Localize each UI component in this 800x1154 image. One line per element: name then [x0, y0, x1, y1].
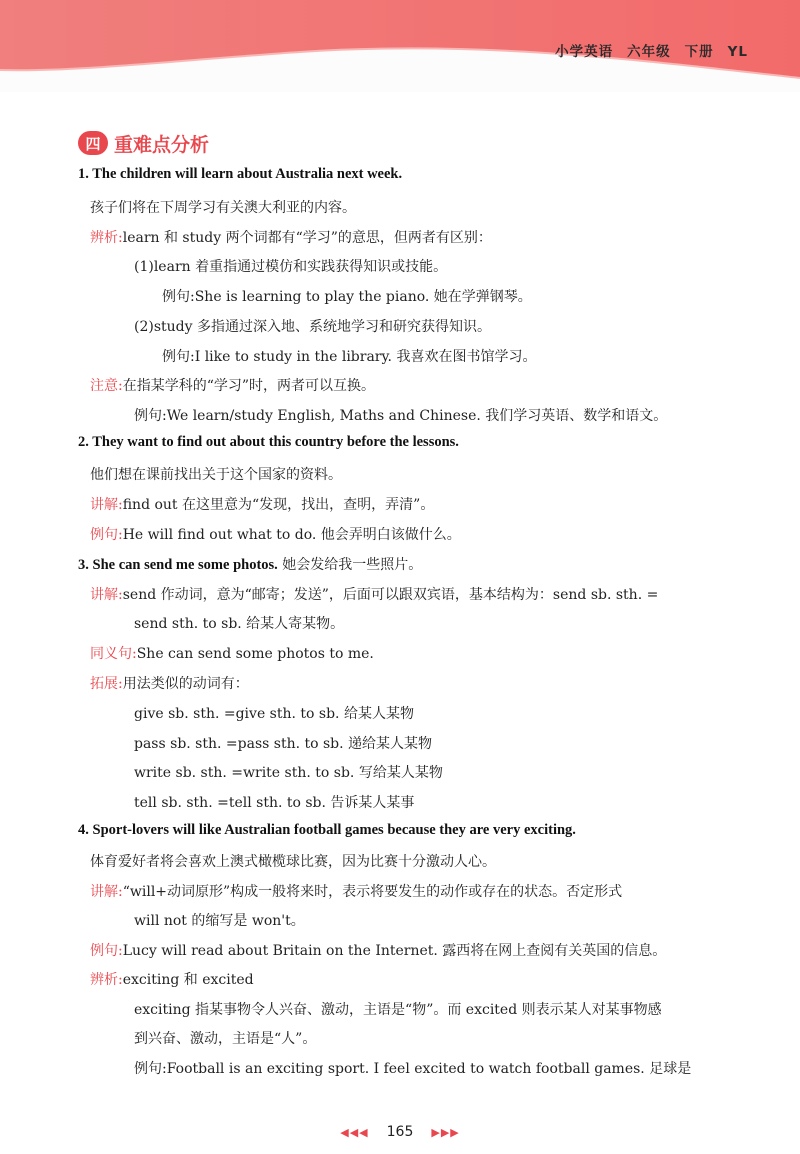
item-2-liju [90, 524, 461, 544]
left-arrows-icon: ◀◀◀ [340, 1125, 369, 1139]
jiangjie-tag: 讲解: [90, 587, 123, 603]
item-3-tuozhan [90, 673, 249, 693]
item-4-example: 例句:Football is an exciting sport. I feel excited to watch football games. 足球是 [134, 1061, 692, 1077]
tongyi-text: She can send some photos to me. [136, 646, 374, 662]
item-4-heading: 4. Sport-lovers will like Australian football games because they are very exciting. [78, 822, 576, 838]
item-1-example-2: 例句:I like to study in the library. 我喜欢在图书馆学习。 [162, 349, 537, 365]
item-4-jiangjie [90, 881, 622, 901]
header-label [541, 40, 748, 60]
header-edition: YL [727, 44, 748, 60]
item-1-example-3: 例句:We learn/study English, Maths and Chinese. 我们学习英语、数学和语文。 [134, 408, 668, 424]
item-3-heading-cn: 她会发给我一些照片。 [282, 557, 423, 573]
item-1-heading: 1. The children will learn about Australia next week. [78, 166, 403, 182]
item-4-jiangjie-cont: will not 的缩写是 won't。 [134, 913, 305, 929]
bianxi-text: exciting 和 excited [122, 972, 254, 988]
item-3-tongyi [90, 643, 374, 663]
item-2-heading: 2. They want to find out about this country before the lessons. [78, 434, 459, 450]
item-1-point-1: (1)learn 着重指通过模仿和实践获得知识或技能。 [134, 259, 448, 275]
note-tag: 注意: [90, 378, 123, 394]
liju-tag: 例句: [90, 943, 123, 959]
header-grade: 六年级 [627, 44, 671, 60]
item-2-translation: 他们想在课前找出关于这个国家的资料。 [90, 467, 342, 483]
right-arrows-icon: ▶▶▶ [431, 1125, 460, 1139]
liju-text: Lucy will read about Britain on the Internet. 露西将在网上查阅有关英国的信息。 [122, 943, 667, 959]
bianxi-text: learn 和 study 两个词都有“学习”的意思，但两者有区别： [122, 230, 492, 246]
jiangjie-text: send 作动词，意为“邮寄；发送”，后面可以跟双宾语，基本结构为：send sb. sth. = [122, 587, 659, 603]
verb-usage-line: pass sb. sth. =pass sth. to sb. 递给某人某物 [134, 736, 433, 752]
tongyi-tag: 同义句: [90, 646, 137, 662]
page-header [0, 0, 800, 92]
item-3-heading: 3. She can send me some photos. [78, 557, 278, 573]
bianxi-tag: 辨析: [90, 972, 123, 988]
page-number: 165 [386, 1124, 414, 1140]
verb-usage-line: write sb. sth. =write sth. to sb. 写给某人某物 [134, 765, 443, 781]
item-1-bianxi [90, 227, 492, 247]
item-1-example-1: 例句:She is learning to play the piano. 她在学弹钢琴。 [162, 289, 532, 305]
section-badge: 四 [78, 131, 108, 155]
verb-usage-line: tell sb. sth. =tell sth. to sb. 告诉某人某事 [134, 795, 415, 811]
item-4-liju [90, 940, 666, 960]
jiangjie-tag: 讲解: [90, 497, 123, 513]
liju-text: He will find out what to do. 他会弄明白该做什么。 [122, 527, 461, 543]
item-1-note [90, 375, 375, 395]
section-title: 重难点分析 [114, 133, 210, 156]
item-4-bianxi-line-2: 到兴奋、激动，主语是“人”。 [134, 1031, 317, 1047]
item-3-jiangjie-cont: send sth. to sb. 给某人寄某物。 [134, 616, 345, 632]
header-subject: 小学英语 [555, 44, 614, 60]
jiangjie-text: find out 在这里意为“发现，找出，查明，弄清”。 [122, 497, 435, 513]
item-2-jiangjie [90, 494, 434, 514]
item-4-bianxi-line-1: exciting 指某事物令人兴奋、激动，主语是“物”。而 excited 则表示某人对某事物感 [134, 1002, 662, 1018]
tuozhan-text: 用法类似的动词有： [122, 676, 249, 692]
item-4-translation: 体育爱好者将会喜欢上澳式橄榄球比赛，因为比赛十分激动人心。 [90, 854, 496, 870]
item-3-heading-line [78, 554, 422, 574]
jiangjie-text: “will+动词原形”构成一般将来时，表示将要发生的动作或存在的状态。否定形式 [122, 884, 623, 900]
item-1-translation: 孩子们将在下周学习有关澳大利亚的内容。 [90, 200, 356, 216]
bianxi-tag: 辨析: [90, 230, 123, 246]
liju-tag: 例句: [90, 527, 123, 543]
item-3-jiangjie [90, 584, 658, 604]
item-4-bianxi [90, 969, 254, 989]
item-1-point-2: (2)study 多指通过深入地、系统地学习和研究获得知识。 [134, 319, 491, 335]
header-term: 下册 [684, 44, 714, 60]
note-text: 在指某学科的“学习”时，两者可以互换。 [122, 378, 376, 394]
tuozhan-tag: 拓展: [90, 676, 123, 692]
jiangjie-tag: 讲解: [90, 884, 123, 900]
verb-usage-line: give sb. sth. =give sth. to sb. 给某人某物 [134, 706, 414, 722]
section-heading [78, 130, 209, 156]
page-footer [0, 1121, 800, 1143]
